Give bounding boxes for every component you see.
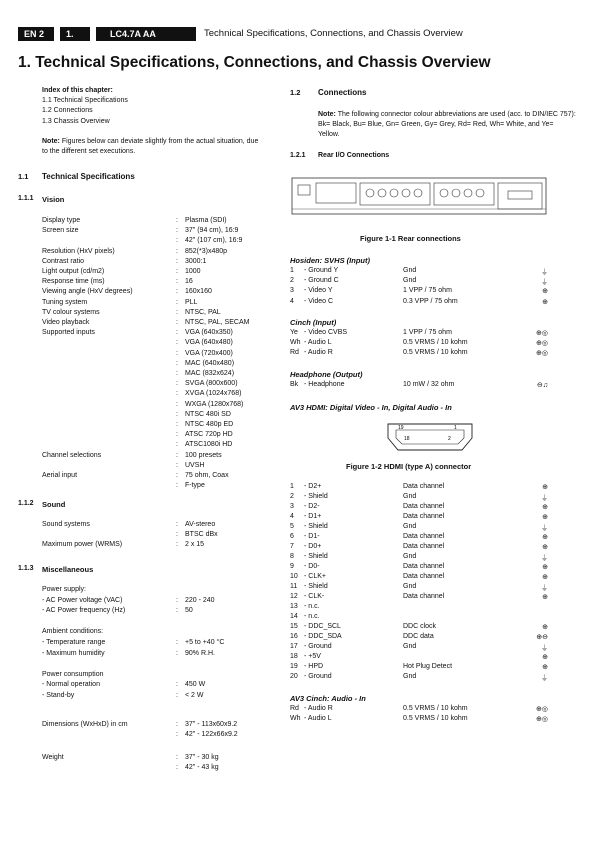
pin-name: - D0- [304, 563, 320, 570]
spec-label: Aerial input [42, 472, 78, 479]
subsection-number: 1.1.1 [18, 195, 34, 202]
spec-value: ATSC 720p HD [185, 431, 233, 439]
subsection-number: 1.1.2 [18, 500, 34, 507]
hdmi-pin-label: 18 [404, 436, 410, 442]
pin-symbol: ⏚ [541, 675, 548, 682]
spec-label: Light output (cd/m2) [42, 268, 105, 275]
pin-symbol: ⊕ [542, 664, 548, 671]
pin-symbol: ⏚ [541, 555, 548, 562]
pin-description: Data channel [403, 503, 445, 510]
spec-value: 450 W [185, 681, 206, 689]
spec-value: 2 x 15 [185, 541, 205, 549]
spec-separator: : [176, 247, 178, 255]
subsection-number: 1.2.1 [290, 152, 306, 159]
spec-separator: : [176, 721, 178, 728]
pin-number: 19 [290, 663, 298, 670]
spec-value: 42" - 122x66x9.2 [185, 731, 238, 739]
pin-symbol: ⊕ [542, 564, 548, 571]
pin-symbol: ⊕◎ [536, 350, 548, 358]
spec-separator: : [176, 268, 178, 275]
spec-value: PLL [185, 298, 198, 306]
pin-symbol: ⊕◎ [536, 716, 548, 724]
pin-name: - D2+ [304, 483, 322, 490]
pin-name: - D2- [304, 503, 320, 510]
chapter-index [42, 86, 262, 157]
spec-label: Dimensions (WxHxD) in cm [42, 721, 128, 728]
pin-symbol: ⏚ [541, 525, 548, 532]
pin-name: - Video CVBS [304, 329, 348, 336]
spec-label: Ambient conditions: [42, 628, 104, 636]
spec-separator: : [176, 421, 178, 428]
pin-symbol: ⏚ [541, 269, 548, 276]
spec-separator: : [176, 410, 178, 418]
spec-value: 852(*3)x480p [185, 247, 228, 255]
spec-value: < 2 W [185, 692, 204, 699]
spec-separator: : [176, 692, 178, 699]
spec-value: VGA (640x350) [185, 329, 233, 337]
spec-separator: : [176, 531, 178, 539]
subsection-title: Rear I/O Connections [318, 152, 390, 159]
spec-separator: : [176, 441, 178, 449]
index-item[interactable]: 1.3 Chassis Overview [42, 117, 110, 125]
spec-label: Contrast ratio [42, 257, 85, 265]
pin-name: - Ground Y [304, 267, 339, 274]
figure-caption: Figure 1-1 Rear connections [360, 234, 461, 243]
pin-name: - Audio R [304, 349, 333, 357]
pin-name: - Shield [304, 523, 328, 530]
pin-name: - D0+ [304, 543, 322, 550]
spec-label: Weight [42, 754, 64, 761]
pin-number: Wh [290, 715, 301, 723]
pin-description: Gnd [403, 583, 417, 590]
spec-value: VGA (640x480) [185, 339, 233, 347]
pin-number: Ye [290, 329, 298, 336]
pin-description: 0.5 VRMS / 10 kohm [403, 339, 468, 347]
spec-separator: : [176, 731, 178, 739]
spec-value: VGA (720x400) [185, 349, 233, 357]
pin-symbol: ⊕ [542, 624, 548, 631]
pin-description: DDC data [403, 633, 434, 640]
chapter-number-box: 1. [60, 27, 90, 41]
spec-separator: : [176, 257, 178, 265]
section-number: 1.2 [290, 88, 301, 97]
figure-caption: Figure 1-2 HDMI (type A) connector [346, 462, 472, 471]
pin-number: 17 [290, 643, 298, 650]
spec-value: 42" (107 cm), 16:9 [185, 237, 243, 245]
spec-label: Display type [42, 217, 81, 224]
spec-value: Plasma (SDI) [185, 217, 227, 224]
spec-value: MAC (640x480) [185, 359, 235, 367]
pin-name: - n.c. [304, 603, 320, 610]
spec-separator: : [176, 472, 178, 479]
pin-name: - Shield [304, 493, 328, 500]
pin-description: Data channel [403, 513, 445, 520]
pin-symbol: ⊕ [542, 504, 548, 511]
subsection-title: Sound [42, 500, 66, 509]
pin-number: Bk [290, 381, 299, 388]
section-title: Connections [318, 88, 367, 97]
pin-symbol: ⏚ [541, 495, 548, 502]
spec-label: - Maximum humidity [42, 649, 105, 657]
spec-separator: : [176, 359, 178, 367]
spec-value: AV-stereo [185, 521, 216, 528]
pin-symbol: ⊕ [542, 288, 548, 296]
pin-number: 8 [290, 553, 294, 560]
pin-description: 1 VPP / 75 ohm [403, 329, 452, 336]
hdmi-pin-label: 1 [454, 425, 457, 431]
spec-value: NTSC 480i SD [185, 410, 231, 418]
pin-symbol: ⊕ [542, 514, 548, 521]
pin-symbol: ⊕◎ [536, 330, 548, 337]
spec-label: - AC Power frequency (Hz) [42, 607, 126, 615]
pin-name: - Video C [304, 297, 334, 305]
connector-heading: Cinch (Input) [290, 318, 337, 327]
pin-name: - n.c. [304, 613, 320, 620]
spec-value: F-type [185, 482, 205, 490]
spec-label: - AC Power voltage (VAC) [42, 596, 123, 604]
connections-note: Note: The following connector colour abbreviations are used (acc. to DIN/IEC 757): Bk= Black, Bu= Blue, Gn= Green, Gy= Grey, Rd= Red, Wh= White, and Ye= Yellow. [318, 111, 576, 139]
spec-value: 100 presets [185, 451, 222, 459]
spec-separator: : [176, 461, 178, 469]
pin-name: - Video Y [304, 287, 333, 295]
spec-separator: : [176, 431, 178, 439]
pin-symbol: ⊕◎ [536, 706, 548, 713]
pin-number: Wh [290, 339, 301, 347]
section-title: Technical Specifications [42, 172, 135, 181]
pin-symbol: ⊕◎ [536, 340, 548, 348]
pin-number: 4 [290, 297, 294, 305]
spec-value: BTSC dBx [185, 531, 218, 539]
pin-description: Data channel [403, 573, 445, 580]
spec-value: 160x160 [185, 288, 212, 296]
spec-label: Response time (ms) [42, 278, 105, 286]
pin-number: 14 [290, 613, 298, 620]
spec-value: SVGA (800x600) [185, 380, 238, 388]
pin-description: Gnd [403, 267, 417, 274]
connector-heading: Hosiden: SVHS (Input) [290, 256, 370, 265]
pin-description: 0.5 VRMS / 10 kohm [403, 705, 468, 712]
spec-label: TV colour systems [42, 308, 100, 316]
spec-label: Power supply: [42, 586, 86, 593]
spec-value: +5 to +40 °C [185, 639, 225, 646]
pin-name: - D1+ [304, 513, 322, 520]
pin-symbol: ⏚ [541, 645, 548, 652]
pin-number: 3 [290, 287, 294, 295]
spec-label: Channel selections [42, 451, 102, 459]
pin-symbol: ⊕ [542, 654, 548, 661]
spec-separator: : [176, 607, 178, 615]
pin-description: DDC clock [403, 623, 437, 630]
spec-separator: : [176, 329, 178, 337]
pin-number: Rd [290, 349, 299, 357]
pin-description: Hot Plug Detect [403, 663, 453, 670]
spec-separator: : [176, 390, 178, 398]
spec-separator: : [176, 482, 178, 490]
spec-value: 16 [185, 278, 193, 286]
spec-label: Maximum power (WRMS) [42, 541, 123, 549]
pin-number: 12 [290, 593, 298, 600]
spec-separator: : [176, 400, 178, 408]
spec-separator: : [176, 278, 178, 286]
section-number: 1.1 [18, 172, 29, 181]
index-item[interactable]: 1.1 Technical Specifications [42, 97, 128, 105]
pin-symbol: ⊕ [542, 594, 548, 601]
connector-heading: Headphone (Output) [290, 370, 363, 379]
spec-value: NTSC, PAL [185, 308, 221, 316]
index-note: Note: Figures below can deviate slightly from the actual situation, due to the different set executions. [42, 137, 259, 156]
pin-description: Gnd [403, 277, 417, 285]
spec-value: NTSC, PAL, SECAM [185, 319, 250, 326]
spec-value: 1000 [185, 268, 201, 275]
spec-label: - Temperature range [42, 639, 106, 646]
model-box: LC4.7A AA [96, 27, 196, 41]
pin-description: 10 mW / 32 ohm [403, 381, 455, 388]
pin-number: 3 [290, 503, 294, 510]
pin-number: 18 [290, 653, 298, 660]
spec-value: 37" - 113x60x9.2 [185, 721, 238, 728]
spec-separator: : [176, 339, 178, 347]
spec-value: MAC (832x624) [185, 370, 235, 377]
spec-separator: : [176, 754, 178, 761]
subsection-title: Vision [42, 195, 65, 204]
pin-number: 9 [290, 563, 294, 570]
pin-description: 0.3 VPP / 75 ohm [403, 297, 458, 305]
pin-number: 10 [290, 573, 298, 580]
spec-value: 50 [185, 607, 193, 615]
spec-value: 3000:1 [185, 257, 207, 265]
pin-description: Data channel [403, 543, 445, 550]
pin-description: Gnd [403, 553, 417, 560]
pin-name: - HPD [304, 663, 324, 670]
pin-description: 0.5 VRMS / 10 kohm [403, 715, 468, 723]
connector-heading: AV3 HDMI: Digital Video - In, Digital Audio - In [290, 403, 452, 412]
subsection-title: Miscellaneous [42, 565, 94, 574]
pin-description: Data channel [403, 593, 445, 600]
spec-label: Viewing angle (HxV degrees) [42, 288, 133, 296]
pin-name: - Ground [304, 673, 332, 680]
pin-number: 20 [290, 673, 298, 680]
connector-heading: AV3 Cinch: Audio - In [290, 694, 366, 703]
pin-name: - DDC_SCL [304, 623, 341, 630]
pin-number: 16 [290, 633, 298, 640]
index-heading: Index of this chapter: [42, 87, 113, 94]
pin-symbol: ⊕ [542, 574, 548, 581]
pin-number: 6 [290, 533, 294, 540]
pin-number: 15 [290, 623, 298, 630]
pin-number: Rd [290, 705, 299, 712]
spec-label: - Normal operation [42, 681, 100, 689]
pin-description: Gnd [403, 673, 417, 680]
pin-name: - Audio L [304, 715, 332, 723]
pin-description: Data channel [403, 533, 445, 540]
pin-description: Gnd [403, 493, 417, 500]
pin-name: - Shield [304, 583, 328, 590]
pin-name: - +5V [304, 653, 321, 660]
spec-separator: : [176, 681, 178, 689]
hdmi-pin-label: 2 [448, 436, 451, 442]
spec-label: Resolution (HxV pixels) [42, 247, 115, 255]
pin-description: Gnd [403, 643, 417, 650]
pin-number: 7 [290, 543, 294, 550]
spec-separator: : [176, 308, 178, 316]
pin-number: 4 [290, 513, 294, 520]
spec-label: Supported inputs [42, 329, 95, 337]
spec-separator: : [176, 639, 178, 646]
spec-value: NTSC 480p ED [185, 421, 234, 428]
pin-number: 1 [290, 267, 294, 274]
spec-separator: : [176, 319, 178, 326]
pin-name: - Shield [304, 553, 328, 560]
spec-label: Video playback [42, 319, 90, 326]
pin-name: - Audio R [304, 705, 333, 712]
spec-label: Sound systems [42, 521, 90, 528]
spec-separator: : [176, 237, 178, 245]
hdmi-pin-label: 19 [398, 425, 404, 431]
spec-value: ATSC1080i HD [185, 441, 233, 449]
pin-name: - Ground [304, 643, 332, 650]
spec-value: 37" - 30 kg [185, 754, 219, 761]
pin-symbol: ⊕ [542, 534, 548, 541]
spec-value: WXGA (1280x768) [185, 400, 244, 408]
spec-separator: : [176, 380, 178, 388]
spec-value: 220 - 240 [185, 596, 215, 604]
pin-symbol: ⊕⊖ [536, 634, 548, 641]
pin-name: - CLK- [304, 593, 325, 600]
spec-separator: : [176, 451, 178, 459]
pin-name: - D1- [304, 533, 320, 540]
pin-description: Data channel [403, 483, 445, 490]
spec-separator: : [176, 649, 178, 657]
pin-name: - DDC_SDA [304, 633, 342, 640]
spec-value: XVGA (1024x768) [185, 390, 242, 398]
pin-number: 1 [290, 483, 294, 490]
spec-label: - Stand-by [42, 692, 75, 699]
page-number-box: EN 2 [18, 27, 54, 41]
pin-name: - CLK+ [304, 573, 326, 580]
page-title: 1. Technical Specifications, Connections, and Chassis Overview [18, 54, 491, 71]
pin-symbol: ⏚ [541, 585, 548, 592]
spec-label: Screen size [42, 227, 79, 235]
spec-separator: : [176, 521, 178, 528]
pin-description: 0.5 VRMS / 10 kohm [403, 349, 468, 357]
index-item[interactable]: 1.2 Connections [42, 107, 93, 115]
spec-value: 90% R.H. [185, 649, 215, 657]
spec-label: Power consumption [42, 670, 104, 678]
spec-separator: : [176, 288, 178, 296]
pin-symbol: ⊖♫ [536, 382, 548, 389]
hdmi-connector-figure [384, 420, 476, 454]
pin-number: 5 [290, 523, 294, 530]
rear-connections-figure [290, 175, 552, 225]
spec-separator: : [176, 298, 178, 306]
pin-number: 11 [290, 583, 298, 590]
pin-symbol: ⊕ [542, 298, 548, 306]
pin-number: 2 [290, 277, 294, 285]
spec-separator: : [176, 764, 178, 772]
pin-number: 13 [290, 603, 298, 610]
pin-description: Gnd [403, 523, 417, 530]
pin-name: - Ground C [304, 277, 339, 285]
spec-separator: : [176, 217, 178, 224]
spec-value: 37" (94 cm), 16:9 [185, 227, 239, 235]
spec-value: 42" - 43 kg [185, 764, 219, 772]
pin-name: - Headphone [304, 381, 345, 388]
pin-description: Data channel [403, 563, 445, 570]
pin-symbol: ⊕ [542, 484, 548, 491]
pin-number: 2 [290, 493, 294, 500]
pin-description: 1 VPP / 75 ohm [403, 287, 452, 295]
spec-value: UVSH [185, 461, 205, 469]
spec-label: Tuning system [42, 298, 88, 306]
spec-separator: : [176, 596, 178, 604]
spec-value: 75 ohm, Coax [185, 472, 229, 479]
pin-symbol: ⏚ [541, 279, 548, 287]
spec-separator: : [176, 349, 178, 357]
spec-separator: : [176, 370, 178, 377]
header-title: Technical Specifications, Connections, and Chassis Overview [204, 28, 463, 39]
pin-name: - Audio L [304, 339, 332, 347]
spec-separator: : [176, 541, 178, 549]
pin-symbol: ⊕ [542, 544, 548, 551]
spec-separator: : [176, 227, 178, 235]
subsection-number: 1.1.3 [18, 565, 34, 572]
